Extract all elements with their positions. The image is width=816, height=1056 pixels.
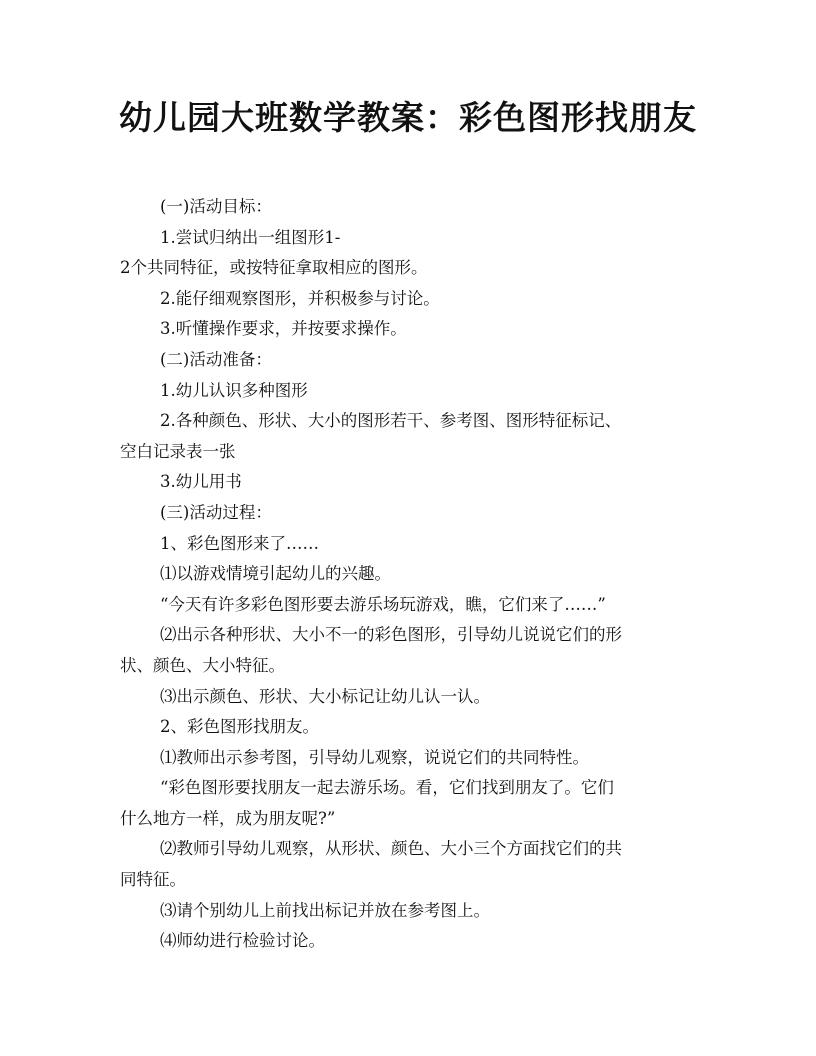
paragraph-line: 状、颜色、大小特征。 (120, 655, 285, 675)
paragraph-line: 同特征。 (120, 870, 186, 890)
paragraph-line: ⑶请个别幼儿上前找出标记并放在参考图上。 (160, 900, 490, 920)
paragraph-line: 2.各种颜色、形状、大小的图形若干、参考图、图形特征标记、 (160, 411, 622, 431)
paragraph-line: 3.幼儿用书 (160, 472, 242, 492)
paragraph-line: 1.尝试归纳出一组图形1- (160, 227, 341, 247)
paragraph-line: ⑵出示各种形状、大小不一的彩色图形，引导幼儿说说它们的形 (160, 625, 622, 645)
paragraph-line: 2.能仔细观察图形，并积极参与讨论。 (160, 288, 440, 308)
paragraph-line: 2、彩色图形找朋友。 (160, 717, 319, 737)
paragraph-line: ⑶出示颜色、形状、大小标记让幼儿认一认。 (160, 686, 490, 706)
paragraph-line: ⑴以游戏情境引起幼儿的兴趣。 (160, 564, 391, 584)
quote-line: “彩色图形要找朋友一起去游乐场。看，它们找到朋友了。它们 (160, 778, 614, 798)
paragraph-line: 1、彩色图形来了…… (160, 533, 319, 553)
paragraph-line: 1.幼儿认识多种图形 (160, 380, 308, 400)
section-heading-process: (三)活动过程： (160, 502, 272, 522)
section-heading-objectives: (一)活动目标： (160, 197, 272, 216)
document-title: 幼儿园大班数学教案：彩色图形找朋友 (119, 98, 697, 137)
quote-line: 什么地方一样，成为朋友呢?” (120, 808, 336, 828)
paragraph-line: 3.听懂操作要求，并按要求操作。 (160, 319, 407, 339)
paragraph-line: ⑴教师出示参考图，引导幼儿观察，说说它们的共同特性。 (160, 747, 589, 767)
paragraph-line: 空白记录表一张 (120, 441, 236, 461)
section-heading-preparation: (二)活动准备： (160, 349, 272, 369)
paragraph-line: ⑷师幼进行检验讨论。 (160, 931, 325, 951)
paragraph-line: 2个共同特征，或按特征拿取相应的图形。 (120, 258, 428, 278)
document-body (120, 192, 700, 957)
quote-line: “今天有许多彩色图形要去游乐场玩游戏，瞧，它们来了……” (160, 594, 606, 614)
paragraph-line: ⑵教师引导幼儿观察，从形状、颜色、大小三个方面找它们的共 (160, 839, 622, 859)
